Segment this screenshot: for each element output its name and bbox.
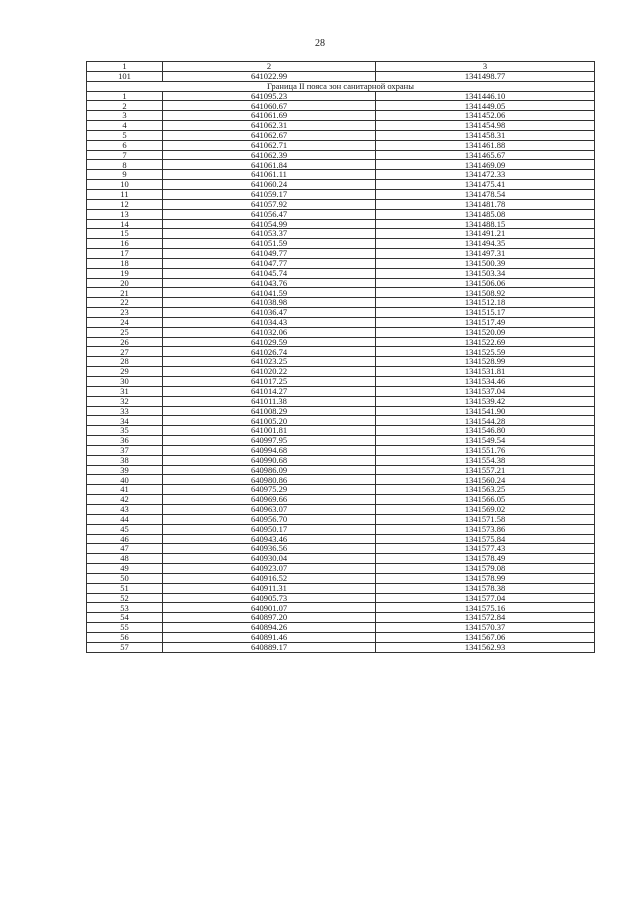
x-coordinate-cell: 641061.69 xyxy=(163,111,376,121)
y-coordinate-cell: 1341469.09 xyxy=(376,160,595,170)
x-coordinate-cell: 641032.06 xyxy=(163,327,376,337)
table-row xyxy=(87,91,595,101)
point-number-cell: 57 xyxy=(87,642,163,652)
table-row xyxy=(87,101,595,111)
table-row xyxy=(87,308,595,318)
point-number-cell: 4 xyxy=(87,121,163,131)
y-coordinate-cell: 1341549.54 xyxy=(376,436,595,446)
y-coordinate-cell: 1341575.16 xyxy=(376,603,595,613)
point-number-cell: 23 xyxy=(87,308,163,318)
x-coordinate-cell: 640936.56 xyxy=(163,544,376,554)
point-number-cell: 29 xyxy=(87,367,163,377)
table-row xyxy=(87,239,595,249)
point-number-cell: 35 xyxy=(87,426,163,436)
x-coordinate-cell: 641059.17 xyxy=(163,189,376,199)
point-number-cell: 45 xyxy=(87,524,163,534)
point-number-cell: 9 xyxy=(87,170,163,180)
x-coordinate-cell: 641049.77 xyxy=(163,249,376,259)
y-coordinate-cell: 1341571.58 xyxy=(376,514,595,524)
y-coordinate-cell: 1341554.38 xyxy=(376,455,595,465)
point-number-cell: 32 xyxy=(87,396,163,406)
table-row xyxy=(87,642,595,652)
x-coordinate-cell: 641051.59 xyxy=(163,239,376,249)
x-coordinate-cell: 641043.76 xyxy=(163,278,376,288)
y-coordinate-cell: 1341500.39 xyxy=(376,258,595,268)
point-number-cell: 56 xyxy=(87,632,163,642)
y-coordinate-cell: 1341517.49 xyxy=(376,317,595,327)
x-coordinate-cell: 641062.39 xyxy=(163,150,376,160)
y-coordinate-cell: 1341572.84 xyxy=(376,613,595,623)
point-number-cell: 26 xyxy=(87,337,163,347)
point-number-cell: 36 xyxy=(87,436,163,446)
table-row xyxy=(87,209,595,219)
table-row xyxy=(87,130,595,140)
x-coordinate-cell: 640994.68 xyxy=(163,445,376,455)
y-coordinate-cell: 1341458.31 xyxy=(376,130,595,140)
table-row xyxy=(87,199,595,209)
table-row xyxy=(87,337,595,347)
x-coordinate-cell: 640901.07 xyxy=(163,603,376,613)
x-coordinate-cell: 641001.81 xyxy=(163,426,376,436)
y-coordinate-cell: 1341575.84 xyxy=(376,534,595,544)
y-coordinate-cell: 1341528.99 xyxy=(376,357,595,367)
table-row xyxy=(87,189,595,199)
point-number-cell: 3 xyxy=(87,111,163,121)
y-coordinate-cell: 1341578.49 xyxy=(376,554,595,564)
coordinates-table xyxy=(86,61,595,653)
point-number-cell: 41 xyxy=(87,485,163,495)
table-header-row xyxy=(87,62,595,72)
y-coordinate-cell: 1341579.08 xyxy=(376,564,595,574)
point-number-cell: 44 xyxy=(87,514,163,524)
x-coordinate-cell: 641062.71 xyxy=(163,140,376,150)
table-row xyxy=(87,219,595,229)
x-coordinate-cell: 641026.74 xyxy=(163,347,376,357)
x-coordinate-cell: 641060.67 xyxy=(163,101,376,111)
x-coordinate-cell: 641038.98 xyxy=(163,298,376,308)
point-number-cell: 53 xyxy=(87,603,163,613)
table-row xyxy=(87,268,595,278)
y-coordinate-cell: 1341570.37 xyxy=(376,623,595,633)
table-row xyxy=(87,583,595,593)
page-number: 28 xyxy=(315,38,325,49)
y-coordinate-cell: 1341546.80 xyxy=(376,426,595,436)
y-coordinate-cell: 1341563.25 xyxy=(376,485,595,495)
x-coordinate-cell: 640943.46 xyxy=(163,534,376,544)
table-row xyxy=(87,593,595,603)
point-number-cell: 20 xyxy=(87,278,163,288)
table-row xyxy=(87,160,595,170)
point-number-cell: 55 xyxy=(87,623,163,633)
point-number-cell: 10 xyxy=(87,180,163,190)
table-row xyxy=(87,613,595,623)
x-coordinate-cell: 640969.66 xyxy=(163,495,376,505)
x-coordinate-cell: 640923.07 xyxy=(163,564,376,574)
point-number-cell: 5 xyxy=(87,130,163,140)
x-coordinate-cell: 641057.92 xyxy=(163,199,376,209)
table-row xyxy=(87,603,595,613)
y-coordinate-cell: 1341560.24 xyxy=(376,475,595,485)
table-row xyxy=(87,504,595,514)
x-coordinate-cell: 641061.11 xyxy=(163,170,376,180)
point-number-cell: 19 xyxy=(87,268,163,278)
y-coordinate-cell: 1341494.35 xyxy=(376,239,595,249)
x-coordinate-cell: 641045.74 xyxy=(163,268,376,278)
point-number-cell: 21 xyxy=(87,288,163,298)
x-coordinate-cell: 640963.07 xyxy=(163,504,376,514)
y-coordinate-cell: 1341491.21 xyxy=(376,229,595,239)
table-row xyxy=(87,170,595,180)
y-coordinate-cell: 1341454.98 xyxy=(376,121,595,131)
point-number-cell: 7 xyxy=(87,150,163,160)
point-number-cell: 51 xyxy=(87,583,163,593)
y-coordinate-cell: 1341522.69 xyxy=(376,337,595,347)
y-coordinate-cell: 1341577.04 xyxy=(376,593,595,603)
table-row xyxy=(87,111,595,121)
table-row xyxy=(87,406,595,416)
point-number-cell: 50 xyxy=(87,573,163,583)
table-row xyxy=(87,71,595,81)
y-coordinate-cell: 1341485.08 xyxy=(376,209,595,219)
table-row xyxy=(87,278,595,288)
y-coordinate-cell: 1341497.31 xyxy=(376,249,595,259)
table-row xyxy=(87,396,595,406)
y-coordinate-cell: 1341515.17 xyxy=(376,308,595,318)
x-coordinate-cell: 640986.09 xyxy=(163,465,376,475)
y-coordinate-cell: 1341544.28 xyxy=(376,416,595,426)
table-row xyxy=(87,573,595,583)
y-coordinate-cell: 1341573.86 xyxy=(376,524,595,534)
point-number-cell: 54 xyxy=(87,613,163,623)
x-coordinate-cell: 641005.20 xyxy=(163,416,376,426)
table-row xyxy=(87,426,595,436)
y-coordinate-cell: 1341567.06 xyxy=(376,632,595,642)
x-coordinate-cell: 640897.20 xyxy=(163,613,376,623)
section-title-row xyxy=(87,81,595,91)
table-row xyxy=(87,150,595,160)
y-coordinate-cell: 1341566.05 xyxy=(376,495,595,505)
point-number-cell: 27 xyxy=(87,347,163,357)
table-row xyxy=(87,121,595,131)
point-number-cell: 12 xyxy=(87,199,163,209)
x-coordinate-cell: 640950.17 xyxy=(163,524,376,534)
y-coordinate-cell: 1341534.46 xyxy=(376,377,595,387)
table-row xyxy=(87,347,595,357)
point-number-cell: 11 xyxy=(87,189,163,199)
point-number-cell: 8 xyxy=(87,160,163,170)
x-coordinate-cell: 640930.04 xyxy=(163,554,376,564)
point-number-cell: 46 xyxy=(87,534,163,544)
header-cell: 3 xyxy=(376,62,595,72)
table-row xyxy=(87,288,595,298)
table-row xyxy=(87,514,595,524)
table-row xyxy=(87,485,595,495)
x-coordinate-cell: 641053.37 xyxy=(163,229,376,239)
y-coordinate-cell: 1341446.10 xyxy=(376,91,595,101)
table-row xyxy=(87,298,595,308)
table-row xyxy=(87,140,595,150)
y-coordinate-cell: 1341577.43 xyxy=(376,544,595,554)
header-cell: 1 xyxy=(87,62,163,72)
point-number-cell: 49 xyxy=(87,564,163,574)
y-coordinate-cell: 1341512.18 xyxy=(376,298,595,308)
point-number-cell: 33 xyxy=(87,406,163,416)
y-coordinate-cell: 1341498.77 xyxy=(376,71,595,81)
table-row xyxy=(87,229,595,239)
table-row xyxy=(87,544,595,554)
y-coordinate-cell: 1341478.54 xyxy=(376,189,595,199)
table-row xyxy=(87,445,595,455)
table-row xyxy=(87,317,595,327)
y-coordinate-cell: 1341541.90 xyxy=(376,406,595,416)
y-coordinate-cell: 1341531.81 xyxy=(376,367,595,377)
x-coordinate-cell: 640916.52 xyxy=(163,573,376,583)
table-row xyxy=(87,554,595,564)
point-number-cell: 2 xyxy=(87,101,163,111)
point-number-cell: 37 xyxy=(87,445,163,455)
header-cell: 2 xyxy=(163,62,376,72)
table-row xyxy=(87,632,595,642)
y-coordinate-cell: 1341475.41 xyxy=(376,180,595,190)
table-row xyxy=(87,327,595,337)
x-coordinate-cell: 640905.73 xyxy=(163,593,376,603)
x-coordinate-cell: 640997.95 xyxy=(163,436,376,446)
x-coordinate-cell: 641062.31 xyxy=(163,121,376,131)
point-number-cell: 14 xyxy=(87,219,163,229)
table-row xyxy=(87,357,595,367)
x-coordinate-cell: 640980.86 xyxy=(163,475,376,485)
point-number-cell: 16 xyxy=(87,239,163,249)
x-coordinate-cell: 641062.67 xyxy=(163,130,376,140)
x-coordinate-cell: 641054.99 xyxy=(163,219,376,229)
point-number-cell: 25 xyxy=(87,327,163,337)
point-number-cell: 1 xyxy=(87,91,163,101)
table-row xyxy=(87,465,595,475)
y-coordinate-cell: 1341488.15 xyxy=(376,219,595,229)
point-number-cell: 38 xyxy=(87,455,163,465)
x-coordinate-cell: 641056.47 xyxy=(163,209,376,219)
x-coordinate-cell: 641061.84 xyxy=(163,160,376,170)
point-number-cell: 30 xyxy=(87,377,163,387)
point-number-cell: 42 xyxy=(87,495,163,505)
x-coordinate-cell: 641008.29 xyxy=(163,406,376,416)
x-coordinate-cell: 641017.25 xyxy=(163,377,376,387)
table-row xyxy=(87,524,595,534)
x-coordinate-cell: 641034.43 xyxy=(163,317,376,327)
x-coordinate-cell: 641047.77 xyxy=(163,258,376,268)
table-row xyxy=(87,180,595,190)
x-coordinate-cell: 640889.17 xyxy=(163,642,376,652)
x-coordinate-cell: 641029.59 xyxy=(163,337,376,347)
point-number-cell: 48 xyxy=(87,554,163,564)
x-coordinate-cell: 641060.24 xyxy=(163,180,376,190)
y-coordinate-cell: 1341452.06 xyxy=(376,111,595,121)
y-coordinate-cell: 1341551.76 xyxy=(376,445,595,455)
y-coordinate-cell: 1341465.67 xyxy=(376,150,595,160)
y-coordinate-cell: 1341520.09 xyxy=(376,327,595,337)
x-coordinate-cell: 641095.23 xyxy=(163,91,376,101)
table-row xyxy=(87,475,595,485)
point-number-cell: 39 xyxy=(87,465,163,475)
point-number-cell: 15 xyxy=(87,229,163,239)
table-row xyxy=(87,564,595,574)
x-coordinate-cell: 641014.27 xyxy=(163,386,376,396)
y-coordinate-cell: 1341506.06 xyxy=(376,278,595,288)
y-coordinate-cell: 1341578.99 xyxy=(376,573,595,583)
table-row xyxy=(87,377,595,387)
y-coordinate-cell: 1341557.21 xyxy=(376,465,595,475)
point-number-cell: 18 xyxy=(87,258,163,268)
x-coordinate-cell: 640891.46 xyxy=(163,632,376,642)
table-row xyxy=(87,416,595,426)
x-coordinate-cell: 641036.47 xyxy=(163,308,376,318)
table-row xyxy=(87,495,595,505)
table-row xyxy=(87,249,595,259)
x-coordinate-cell: 640990.68 xyxy=(163,455,376,465)
x-coordinate-cell: 641022.99 xyxy=(163,71,376,81)
point-number-cell: 22 xyxy=(87,298,163,308)
table-row xyxy=(87,436,595,446)
y-coordinate-cell: 1341537.04 xyxy=(376,386,595,396)
x-coordinate-cell: 641041.59 xyxy=(163,288,376,298)
point-number-cell: 13 xyxy=(87,209,163,219)
point-number-cell: 43 xyxy=(87,504,163,514)
x-coordinate-cell: 640956.70 xyxy=(163,514,376,524)
point-number-cell: 28 xyxy=(87,357,163,367)
point-number-cell: 47 xyxy=(87,544,163,554)
y-coordinate-cell: 1341461.88 xyxy=(376,140,595,150)
y-coordinate-cell: 1341503.34 xyxy=(376,268,595,278)
point-number-cell: 101 xyxy=(87,71,163,81)
section-title: Граница II пояса зон санитарной охраны xyxy=(87,81,595,91)
y-coordinate-cell: 1341508.92 xyxy=(376,288,595,298)
x-coordinate-cell: 640911.31 xyxy=(163,583,376,593)
point-number-cell: 24 xyxy=(87,317,163,327)
x-coordinate-cell: 641020.22 xyxy=(163,367,376,377)
y-coordinate-cell: 1341539.42 xyxy=(376,396,595,406)
point-number-cell: 34 xyxy=(87,416,163,426)
y-coordinate-cell: 1341472.33 xyxy=(376,170,595,180)
x-coordinate-cell: 640975.29 xyxy=(163,485,376,495)
table-row xyxy=(87,534,595,544)
y-coordinate-cell: 1341449.05 xyxy=(376,101,595,111)
point-number-cell: 6 xyxy=(87,140,163,150)
y-coordinate-cell: 1341562.93 xyxy=(376,642,595,652)
point-number-cell: 31 xyxy=(87,386,163,396)
point-number-cell: 17 xyxy=(87,249,163,259)
y-coordinate-cell: 1341481.78 xyxy=(376,199,595,209)
point-number-cell: 40 xyxy=(87,475,163,485)
x-coordinate-cell: 641011.38 xyxy=(163,396,376,406)
table-row xyxy=(87,455,595,465)
point-number-cell: 52 xyxy=(87,593,163,603)
table-row xyxy=(87,623,595,633)
y-coordinate-cell: 1341569.02 xyxy=(376,504,595,514)
y-coordinate-cell: 1341578.38 xyxy=(376,583,595,593)
y-coordinate-cell: 1341525.59 xyxy=(376,347,595,357)
x-coordinate-cell: 641023.25 xyxy=(163,357,376,367)
x-coordinate-cell: 640894.26 xyxy=(163,623,376,633)
table-row xyxy=(87,258,595,268)
table-row xyxy=(87,367,595,377)
table-row xyxy=(87,386,595,396)
